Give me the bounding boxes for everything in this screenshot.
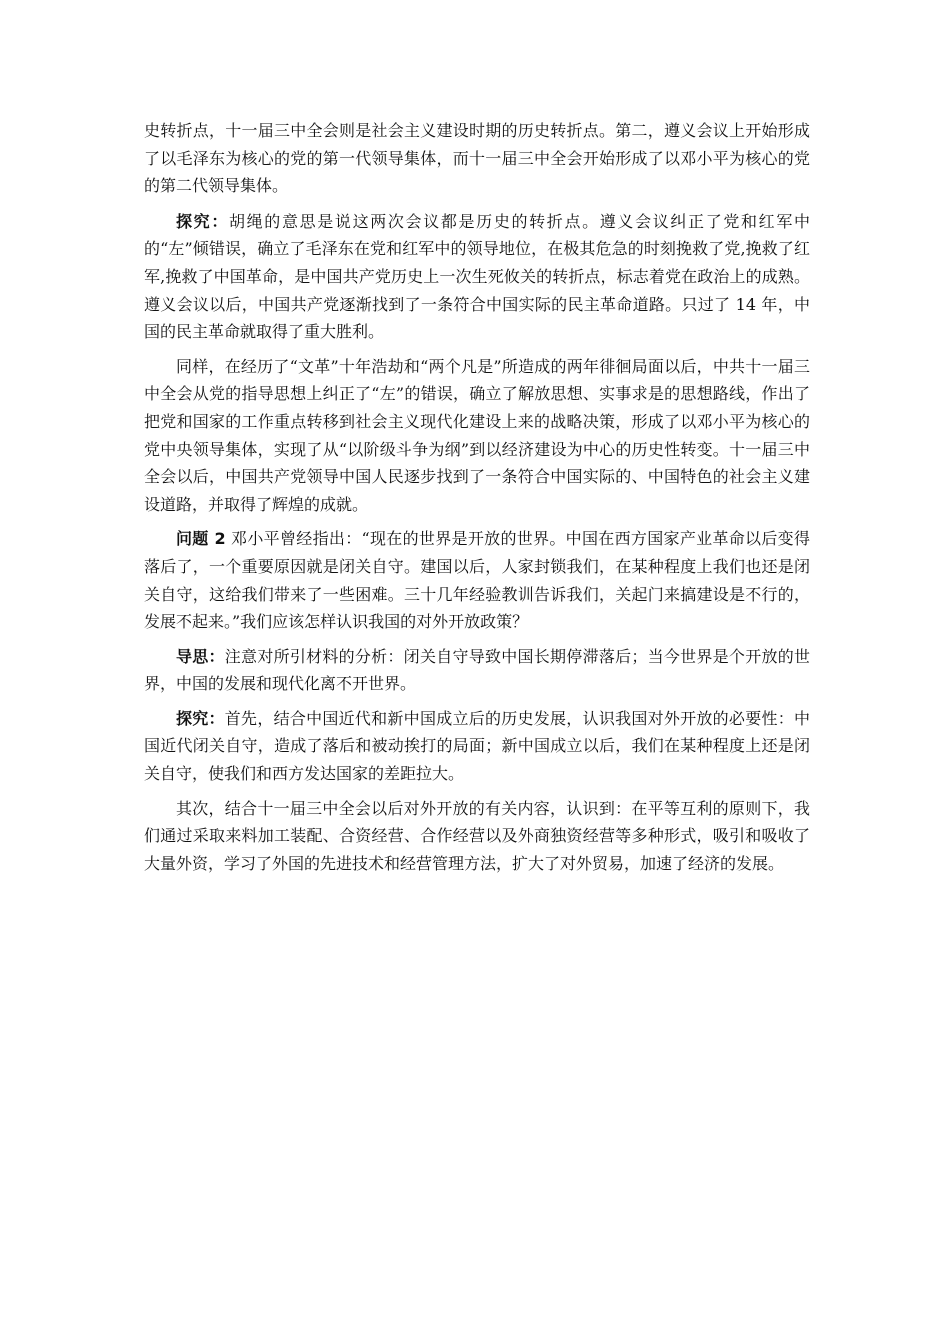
explore-heading: 探究： [176, 211, 229, 231]
paragraph-text: 注意对所引材料的分析：闭关自守导致中国长期停滞落后；当今世界是个开放的世界，中国的发展和现代化离不开世界。 [144, 646, 810, 694]
guide-heading: 导思： [176, 646, 225, 666]
question-heading: 问题 2 [176, 529, 226, 549]
paragraph-similarly [144, 353, 810, 519]
explore-heading: 探究： [176, 708, 225, 728]
paragraph-explore-2 [144, 705, 810, 788]
paragraph-explore-1 [144, 208, 810, 346]
paragraph-text: 同样，在经历了“文革”十年浩劫和“两个凡是”所造成的两年徘徊局面以后，中共十一届三中全会从党的指导思想上纠正了“左”的错误，确立了解放思想、实事求是的思想路线，作出了把党和国家的工作重点转移到社会主义现代化建设上来的战略决策，形成了以邓小平为核心的党中央领导集体，实现了从“以阶级斗争为纲”到以经济建设为中心的历史性转变。十一届三中全会以后，中国共产党领导中国人民逐步找到了一条符合中国实际的、中国特色的社会主义建设道路，并取得了辉煌的成就。 [144, 356, 810, 514]
paragraph-secondly [144, 795, 810, 878]
paragraph-text: 邓小平曾经指出：“现在的世界是开放的世界。中国在西方国家产业革命以后变得落后了，一个重要原因就是闭关自守。建国以后，人家封锁我们，在某种程度上我们也还是闭关自守，这给我们带来了一些困难。三十几年经验教训告诉我们，关起门来搞建设是不行的，发展不起来。”我们应该怎样认识我国的对外开放政策？ [144, 529, 810, 632]
paragraph-text: 其次，结合十一届三中全会以后对外开放的有关内容，认识到：在平等互利的原则下，我们通过采取来料加工装配、合资经营、合作经营以及外商独资经营等多种形式，吸引和吸收了大量外资，学习了外国的先进技术和经营管理方法，扩大了对外贸易，加速了经济的发展。 [144, 798, 810, 873]
paragraph-text: 史转折点，十一届三中全会则是社会主义建设时期的历史转折点。第二，遵义会议上开始形成了以毛泽东为核心的党的第一代领导集体，而十一届三中全会开始形成了以邓小平为核心的党的第二代领导集体。 [144, 121, 810, 196]
document-body [144, 117, 810, 877]
paragraph-continued-history [144, 117, 810, 200]
paragraph-guide [144, 643, 810, 698]
paragraph-text: 胡绳的意思是说这两次会议都是历史的转折点。遵义会议纠正了党和红军中的“左”倾错误，确立了毛泽东在党和红军中的领导地位，在极其危急的时刻挽救了党,挽救了红军,挽救了中国革命，是中国共产党历史上一次生死攸关的转折点，标志着党在政治上的成熟。遵义会议以后，中国共产党逐渐找到了一条符合中国实际的民主革命道路。只过了 14 年，中国的民主革命就取得了重大胜利。 [144, 211, 810, 342]
paragraph-question-2 [144, 525, 810, 635]
paragraph-text: 首先，结合中国近代和新中国成立后的历史发展，认识我国对外开放的必要性：中国近代闭关自守，造成了落后和被动挨打的局面；新中国成立以后，我们在某种程度上还是闭关自守，使我们和西方发达国家的差距拉大。 [144, 708, 810, 784]
